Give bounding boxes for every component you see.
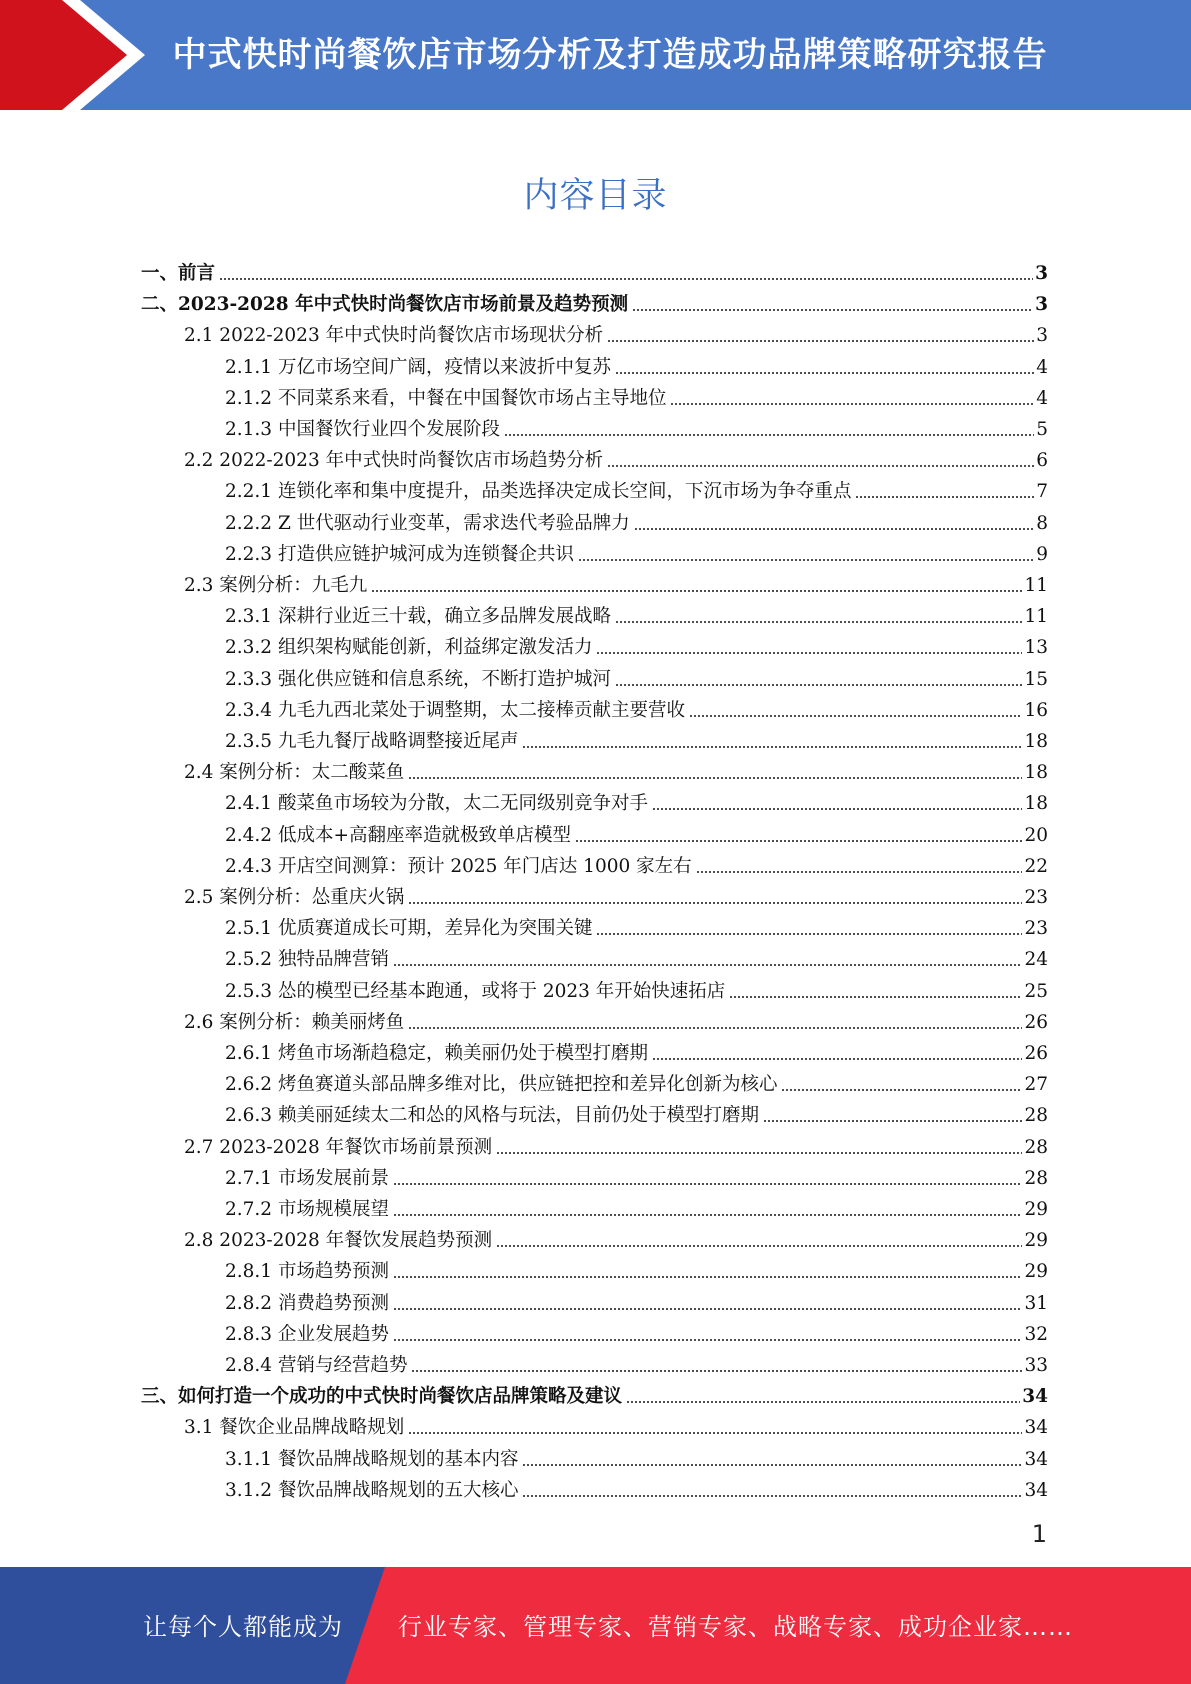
toc-entry-title: 2.5 案例分析：怂重庆火锅 (184, 887, 405, 908)
toc-entry-page: 4 (1036, 387, 1048, 409)
toc-dot-leader (522, 1492, 1022, 1498)
toc-entry-title: 2.1.2 不同菜系来看，中餐在中国餐饮市场占主导地位 (225, 387, 667, 409)
toc-entry[interactable] (225, 722, 1048, 753)
toc-entry[interactable] (225, 909, 1048, 940)
toc-entry-title: 2.4.1 酸菜鱼市场较为分散，太二无同级别竞争对手 (225, 793, 648, 815)
toc-entry[interactable] (225, 410, 1048, 441)
toc-dot-leader (615, 369, 1034, 375)
toc-dot-leader (496, 1149, 1022, 1155)
toc-dot-leader (855, 493, 1034, 499)
footer-slogan-left: 让每个人都能成为 (143, 1613, 343, 1641)
toc-entry-page: 34 (1024, 1448, 1048, 1470)
toc-dot-leader (670, 400, 1034, 406)
toc-entry[interactable] (225, 1065, 1048, 1096)
toc-entry[interactable] (225, 816, 1048, 847)
toc-entry-title: 2.5.2 独特品牌营销 (225, 949, 389, 971)
toc-entry[interactable] (184, 1221, 1048, 1252)
toc-entry-title: 2.1.3 中国餐饮行业四个发展阶段 (225, 419, 500, 440)
toc-entry-page: 6 (1036, 450, 1048, 472)
toc-entry-title: 2.6.3 赖美丽延续太二和怂的风格与玩法，目前仍处于模型打磨期 (225, 1105, 759, 1127)
toc-dot-leader (496, 1242, 1022, 1248)
toc-dot-leader (689, 712, 1022, 718)
toc-entry-page: 34 (1022, 1386, 1048, 1408)
toc-entry-title: 三、如何打造一个成功的中式快时尚餐饮店品牌策略及建议 (141, 1386, 623, 1408)
toc-entry-page: 15 (1024, 668, 1048, 690)
toc-entry[interactable] (225, 504, 1048, 535)
toc-entry-title: 2.3.1 深耕行业近三十载，确立多品牌发展战略 (225, 606, 611, 628)
toc-dot-leader (607, 462, 1034, 468)
toc-entry-title: 2.2.1 连锁化率和集中度提升，品类选择决定成长空间，下沉市场为争夺重点 (225, 481, 852, 503)
toc-entry[interactable] (184, 1128, 1048, 1159)
toc-entry-page: 28 (1024, 1105, 1048, 1127)
toc-dot-leader (393, 961, 1022, 967)
toc-entry-page: 20 (1024, 824, 1048, 846)
toc-dot-leader (393, 1211, 1022, 1217)
toc-dot-leader (596, 649, 1022, 655)
toc-entry-page: 8 (1036, 512, 1048, 534)
toc-entry-page: 28 (1024, 1136, 1048, 1158)
toc-entry-page: 29 (1024, 1199, 1048, 1220)
toc-entry-page: 5 (1036, 419, 1048, 440)
toc-dot-leader (696, 868, 1023, 874)
toc-dot-leader (596, 930, 1022, 936)
toc-dot-leader (408, 1024, 1022, 1030)
toc-entry-page: 18 (1024, 793, 1048, 815)
toc-entry-title: 3.1.2 餐饮品牌战略规划的五大核心 (225, 1479, 519, 1501)
toc-entry[interactable] (184, 1003, 1048, 1034)
toc-dot-leader (411, 1367, 1022, 1373)
toc-entry-page: 26 (1024, 1043, 1048, 1064)
toc-entry-title: 2.3.4 九毛九西北菜处于调整期，太二接棒贡献主要营收 (225, 699, 685, 721)
toc-dot-leader (219, 275, 1033, 281)
toc-dot-leader (634, 525, 1035, 531)
toc-dot-leader (393, 1336, 1022, 1342)
toc-entry-page: 23 (1024, 887, 1048, 908)
toc-entry-title: 2.1 2022-2023 年中式快时尚餐饮店市场现状分析 (184, 325, 604, 347)
toc-dot-leader (504, 431, 1034, 437)
toc-dot-leader (522, 1461, 1022, 1467)
toc-entry[interactable] (225, 1284, 1048, 1315)
toc-entry-title: 2.8.2 消费趋势预测 (225, 1292, 389, 1314)
toc-entry-title: 2.4.3 开店空间测算：预计 2025 年门店达 1000 家左右 (225, 855, 692, 877)
toc-entry[interactable] (225, 660, 1048, 691)
toc-entry-title: 2.7.2 市场规模展望 (225, 1199, 389, 1220)
toc-entry[interactable] (184, 316, 1048, 347)
toc-dot-leader (408, 899, 1022, 905)
toc-entry-title: 2.6.2 烤鱼赛道头部品牌多维对比，供应链把控和差异化创新为核心 (225, 1074, 778, 1096)
toc-entry-title: 2.8.3 企业发展趋势 (225, 1323, 389, 1345)
toc-dot-leader (393, 1273, 1022, 1279)
footer-banner (0, 1567, 1191, 1684)
toc-entry[interactable] (225, 1315, 1048, 1346)
toc-entry-title: 一、前言 (141, 263, 216, 284)
toc-entry-title: 2.3.3 强化供应链和信息系统，不断打造护城河 (225, 668, 611, 690)
toc-entry[interactable] (225, 1252, 1048, 1283)
toc-entry-page: 18 (1024, 762, 1048, 784)
toc-dot-leader (607, 337, 1034, 343)
toc-dot-leader (781, 1086, 1022, 1092)
toc-entry[interactable] (225, 535, 1048, 566)
toc-entry-title: 2.6 案例分析：赖美丽烤鱼 (184, 1011, 405, 1033)
toc-entry-page: 9 (1036, 543, 1048, 565)
toc-entry[interactable] (225, 348, 1048, 379)
toc-entry[interactable] (141, 285, 1048, 316)
toc-entry[interactable] (225, 628, 1048, 659)
toc-dot-leader (393, 1305, 1022, 1311)
toc-entry[interactable] (141, 254, 1048, 285)
toc-entry-page: 3 (1035, 263, 1048, 284)
toc-entry-page: 29 (1024, 1261, 1048, 1283)
toc-entry[interactable] (225, 847, 1048, 878)
toc-entry-page: 33 (1024, 1355, 1048, 1376)
toc-entry[interactable] (225, 972, 1048, 1003)
toc-entry-page: 4 (1036, 356, 1048, 378)
toc-entry-page: 7 (1036, 481, 1048, 503)
toc-dot-leader (371, 587, 1022, 593)
toc-dot-leader (408, 1429, 1022, 1435)
toc-entry-page: 27 (1024, 1074, 1048, 1096)
toc-entry[interactable] (184, 878, 1048, 909)
red-chevron-icon (0, 0, 160, 110)
toc-entry-page: 3 (1035, 294, 1048, 316)
toc-dot-leader (652, 1055, 1022, 1061)
toc-entry[interactable] (225, 784, 1048, 815)
toc-entry-title: 2.3 案例分析：九毛九 (184, 575, 368, 596)
toc-entry[interactable] (225, 1440, 1048, 1471)
toc-entry[interactable] (225, 597, 1048, 628)
toc-entry-title: 3.1 餐饮企业品牌战略规划 (184, 1417, 405, 1439)
toc-entry-title: 3.1.1 餐饮品牌战略规划的基本内容 (225, 1448, 519, 1470)
toc-entry-page: 34 (1024, 1479, 1048, 1501)
toc-dot-leader (763, 1117, 1022, 1123)
toc-dot-leader (615, 618, 1022, 624)
toc-entry-title: 2.5.3 怂的模型已经基本跑通，或将于 2023 年开始快速拓店 (225, 980, 726, 1002)
toc-entry-page: 24 (1024, 949, 1048, 971)
toc-entry-title: 2.8.1 市场趋势预测 (225, 1261, 389, 1283)
toc-entry-title: 2.2.2 Z 世代驱动行业变革，需求迭代考验品牌力 (225, 512, 630, 534)
toc-dot-leader (393, 1180, 1022, 1186)
toc-entry-page: 22 (1024, 855, 1048, 877)
toc-dot-leader (522, 743, 1022, 749)
toc-entry-page: 18 (1024, 731, 1048, 752)
toc-entry-page: 13 (1024, 637, 1048, 659)
toc-entry[interactable] (225, 1034, 1048, 1065)
toc-entry[interactable] (225, 940, 1048, 971)
report-header-band (0, 0, 1191, 110)
toc-entry-page: 29 (1024, 1230, 1048, 1252)
toc-entry-title: 2.4 案例分析：太二酸菜鱼 (184, 762, 405, 784)
toc-entry[interactable] (225, 472, 1048, 503)
toc-entry[interactable] (184, 566, 1048, 597)
toc-entry[interactable] (225, 691, 1048, 722)
toc-entry[interactable] (225, 1190, 1048, 1221)
toc-entry[interactable] (184, 1408, 1048, 1439)
toc-dot-leader (632, 306, 1033, 312)
toc-entry-title: 2.2 2022-2023 年中式快时尚餐饮店市场趋势分析 (184, 450, 604, 472)
toc-entry-page: 34 (1024, 1417, 1048, 1439)
toc-dot-leader (408, 774, 1022, 780)
report-title: 中式快时尚餐饮店市场分析及打造成功品牌策略研究报告 (172, 35, 1048, 75)
toc-entry-title: 2.8 2023-2028 年餐饮发展趋势预测 (184, 1230, 493, 1252)
toc-entry-title: 2.5.1 优质赛道成长可期，差异化为突围关键 (225, 918, 593, 940)
toc-dot-leader (615, 681, 1022, 687)
toc-entry-title: 2.1.1 万亿市场空间广阔，疫情以来波折中复苏 (225, 356, 611, 378)
footer-slogan-right: 行业专家、管理专家、营销专家、战略专家、成功企业家…… (398, 1613, 1073, 1641)
page-number: 1 (1031, 1520, 1047, 1548)
toc-entry-page: 28 (1024, 1167, 1048, 1189)
toc-entry-title: 2.6.1 烤鱼市场渐趋稳定，赖美丽仍处于模型打磨期 (225, 1043, 648, 1064)
toc-entry[interactable] (141, 1377, 1048, 1408)
toc-entry-page: 23 (1024, 918, 1048, 940)
toc-entry-page: 3 (1036, 325, 1048, 347)
toc-entry-title: 2.7.1 市场发展前景 (225, 1167, 389, 1189)
toc-dot-leader (626, 1398, 1020, 1404)
toc-entry-title: 2.3.2 组织架构赋能创新，利益绑定激发活力 (225, 637, 593, 659)
toc-heading: 内容目录 (523, 176, 668, 216)
toc-dot-leader (729, 993, 1022, 999)
toc-dot-leader (575, 837, 1022, 843)
toc-entry[interactable] (225, 1159, 1048, 1190)
toc-entry-title: 2.8.4 营销与经营趋势 (225, 1355, 408, 1376)
toc-entry[interactable] (225, 379, 1048, 410)
toc-entry[interactable] (225, 1346, 1048, 1377)
toc-entry[interactable] (225, 1096, 1048, 1127)
toc-entry-page: 32 (1024, 1323, 1048, 1345)
toc-entry-title: 2.3.5 九毛九餐厅战略调整接近尾声 (225, 731, 519, 752)
toc-entry-title: 二、2023-2028 年中式快时尚餐饮店市场前景及趋势预测 (141, 294, 629, 316)
toc-entry-page: 16 (1024, 699, 1048, 721)
toc-entry[interactable] (184, 441, 1048, 472)
toc-dot-leader (652, 805, 1022, 811)
toc-dot-leader (578, 556, 1034, 562)
toc-entry[interactable] (184, 753, 1048, 784)
toc-entry-page: 31 (1024, 1292, 1048, 1314)
toc-entry-title: 2.2.3 打造供应链护城河成为连锁餐企共识 (225, 543, 574, 565)
toc-entry-title: 2.7 2023-2028 年餐饮市场前景预测 (184, 1136, 493, 1158)
toc-entry-page: 25 (1024, 980, 1048, 1002)
toc-entry-page: 11 (1024, 606, 1048, 628)
toc-entry[interactable] (225, 1471, 1048, 1502)
toc-entry-page: 26 (1024, 1011, 1048, 1033)
toc-entry-title: 2.4.2 低成本+高翻座率造就极致单店模型 (225, 824, 571, 846)
toc-entry-page: 11 (1024, 575, 1048, 596)
